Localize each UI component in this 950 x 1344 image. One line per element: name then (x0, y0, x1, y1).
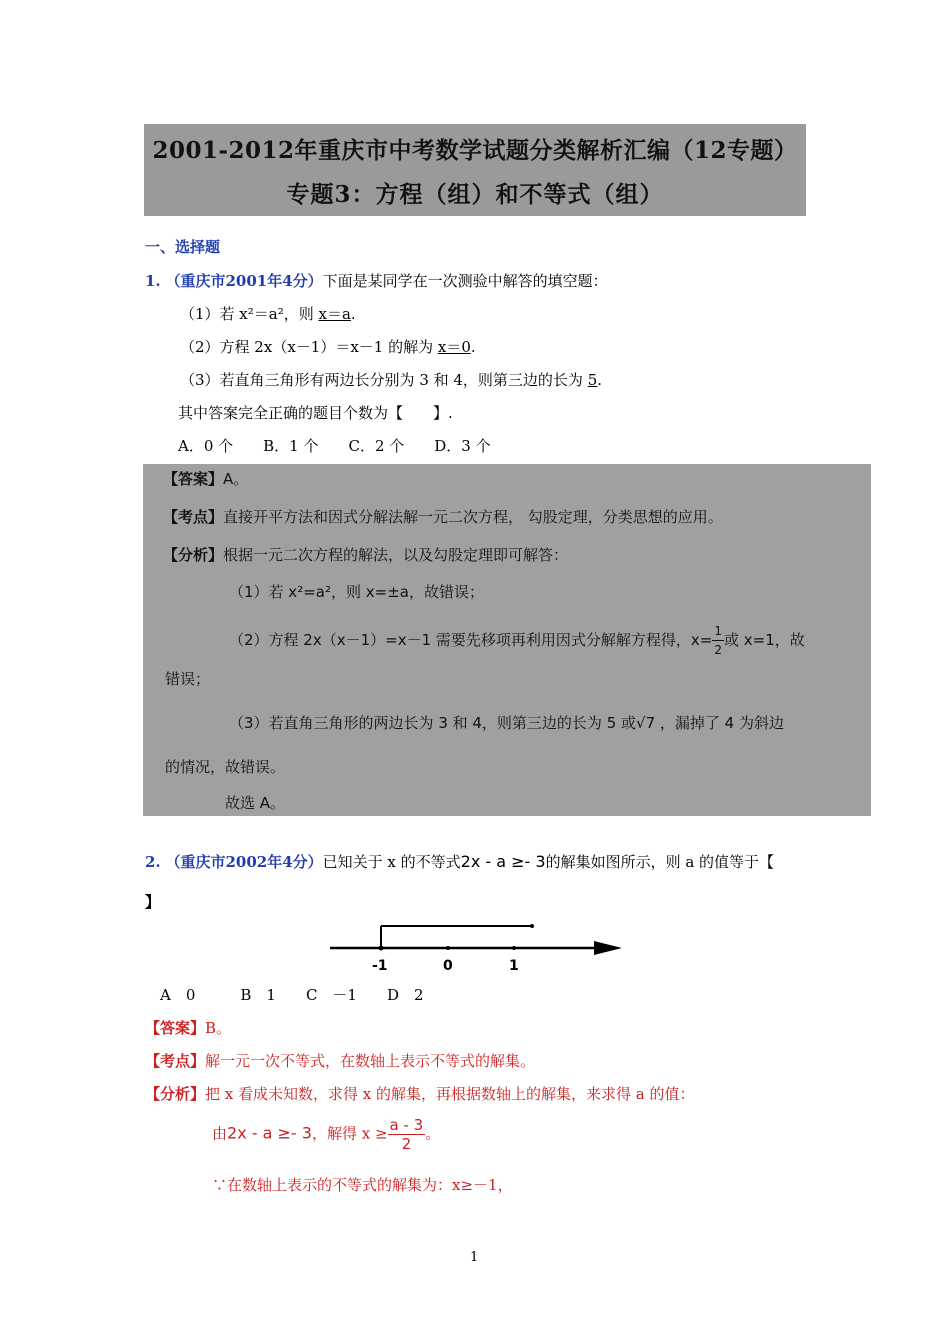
q2-analysis-step-2: ∵在数轴上表示的不等式的解集为：x≥－1， (212, 1176, 513, 1194)
q2-point-value: 解一元一次不等式，在数轴上表示不等式的解集。 (205, 1052, 536, 1070)
q1-point-line (163, 506, 723, 527)
q1-analysis-step-3-wrap: 的情况，故错误。 (165, 758, 286, 776)
item-3-text: （3）若直角三角形有两边长分别为 3 和 4，则第三边的长为 (180, 371, 588, 389)
q1-analysis-step-2-wrap: 错误； (165, 670, 211, 688)
q2-analysis-value: 把 x 看成未知数，求得 x 的解集，再根据数轴上的解集，来求得 a 的值： (205, 1085, 695, 1103)
q2-answer-value: B。 (205, 1019, 232, 1037)
axis-label-1: 1 (509, 958, 519, 974)
point-label: 【考点】 (163, 508, 224, 526)
question-2-options: A 0 B 1 C －1 D 2 (160, 986, 424, 1004)
step-2-tail: 或 x=1，故 (724, 631, 805, 649)
question-1-item-2 (180, 336, 476, 357)
section-heading: 一、选择题 (145, 238, 221, 256)
item-1-answer: x＝a (318, 305, 351, 323)
q2-point-label: 【考点】 (145, 1052, 206, 1070)
step-1-mid: ，解得 x ≥ (311, 1124, 388, 1143)
number-line-arrow-icon (594, 941, 622, 955)
question-2-bracket: 】 (145, 893, 161, 911)
answer-value: A。 (223, 470, 249, 488)
analysis-label: 【分析】 (163, 546, 224, 564)
question-2-source: （重庆市2002年4分） (165, 853, 323, 871)
item-2-end: . (470, 338, 476, 356)
q2-answer-line (145, 1017, 231, 1038)
question-2-number: 2. (145, 853, 161, 871)
question-1-number: 1. (145, 272, 161, 290)
title-banner (144, 124, 806, 216)
question-2-stem-end: 的解集如图所示，则 a 的值等于【 (545, 853, 775, 871)
document-subtitle: 专题3：方程（组）和不等式（组） (286, 181, 664, 208)
point-value: 直接开平方法和因式分解法解一元二次方程， 勾股定理，分类思想的应用。 (223, 508, 723, 526)
fraction-numerator: 1 (712, 622, 724, 641)
q1-choose: 故选 A。 (225, 794, 286, 812)
item-3-end: . (597, 371, 603, 389)
solution-ray-end (530, 924, 534, 928)
q2-analysis-line (145, 1083, 695, 1104)
question-2-stem: 已知关于 x 的不等式 (322, 853, 461, 871)
axis-label-0: 0 (443, 958, 453, 974)
step-2-text: （2）方程 2x（x－1）=x－1 需要先移项再利用因式分解解方程得，x= (229, 631, 713, 649)
step-1-numerator: a - 3 (389, 1116, 424, 1134)
fraction-denominator: 2 (714, 643, 722, 657)
q2-analysis-label: 【分析】 (145, 1085, 206, 1103)
item-3-answer: 5 (587, 371, 598, 389)
question-1-options: A．0 个 B．1 个 C．2 个 D．3 个 (178, 437, 491, 455)
question-2-inequality: 2x - a ≥- 3 (460, 852, 546, 871)
item-2-text: （2）方程 2x（x－1）＝x－1 的解为 (180, 338, 438, 356)
question-1-stem: 下面是某同学在一次测验中解答的填空题： (322, 272, 608, 290)
item-1-end: . (350, 305, 356, 323)
step-1-inequality: 2x - a ≥- 3 (227, 1123, 312, 1143)
document-title: 2001-2012年重庆市中考数学试题分类解析汇编（12专题） (152, 137, 798, 164)
tick-1 (512, 946, 516, 950)
step-1-prefix: 由 (212, 1124, 228, 1143)
tick-0 (446, 946, 450, 950)
q2-analysis-step-1 (212, 1116, 440, 1153)
step-1-fraction (388, 1116, 426, 1153)
step-1-denominator: 2 (401, 1135, 412, 1153)
q2-answer-label: 【答案】 (145, 1019, 206, 1037)
question-1-item-3 (180, 369, 602, 390)
q2-point-line (145, 1050, 535, 1071)
axis-label-minus-1: -1 (372, 958, 388, 974)
question-2-header (145, 851, 774, 872)
q1-analysis-line (163, 544, 568, 565)
q1-answer-line (163, 468, 248, 489)
q1-analysis-step-1: （1）若 x²=a²，则 x=±a，故错误； (229, 583, 484, 601)
item-1-text: （1）若 x²＝a²，则 (180, 305, 319, 323)
question-1-solution-box (143, 464, 871, 816)
question-1-ask: 其中答案完全正确的题目个数为【 】. (178, 404, 453, 422)
q1-analysis-step-3: （3）若直角三角形的两边长为 3 和 4，则第三边的长为 5 或√7 ，漏掉了 4 为斜边 (229, 714, 784, 732)
answer-label: 【答案】 (163, 470, 224, 488)
question-1-item-1 (180, 303, 356, 324)
item-2-answer: x＝0 (437, 338, 471, 356)
question-1-header (145, 270, 608, 291)
number-line-figure (328, 915, 624, 975)
question-1-source: （重庆市2001年4分） (165, 272, 323, 290)
step-1-end: 。 (425, 1124, 441, 1143)
step-2-fraction (712, 622, 724, 659)
page-number: 1 (470, 1250, 479, 1265)
q1-analysis-step-2 (229, 622, 805, 659)
analysis-value: 根据一元二次方程的解法，以及勾股定理即可解答： (223, 546, 569, 564)
